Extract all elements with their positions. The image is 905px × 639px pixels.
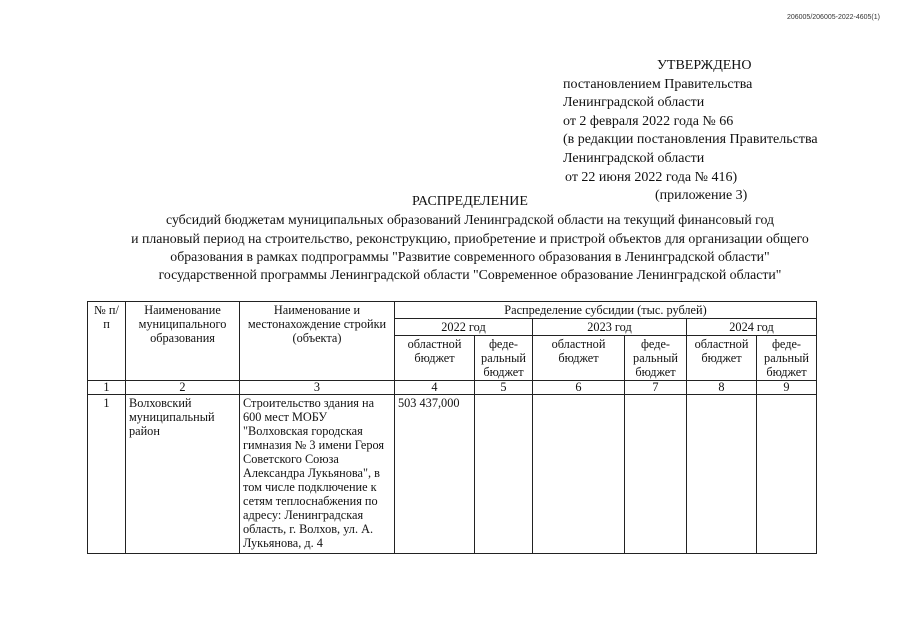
row-value — [533, 395, 625, 554]
column-number-row — [88, 381, 817, 395]
header-federal-budget: феде- ральный бюджет — [475, 336, 533, 381]
approval-line: Ленинградской области — [563, 150, 705, 166]
column-number: 7 — [625, 381, 687, 395]
document-number: 206005/206005-2022-4605(1) — [786, 14, 880, 21]
row-object: Строительство здания на 600 мест МОБУ "Волховская городская гимназия № 3 имени Героя Советского Союза Александра Лукьянова", в том числе подключение к сетям теплоснабжения по адресу: Ленинградская область, г. Волхов, ул. А. Лукьянова, д. 4 — [240, 395, 395, 554]
row-value — [687, 395, 757, 554]
header-regional-budget: областной бюджет — [687, 336, 757, 381]
table-row — [88, 395, 817, 554]
approval-line: постановлением Правительства — [563, 76, 753, 92]
column-number: 3 — [240, 381, 395, 395]
heading-title: РАСПРЕДЕЛЕНИЕ — [412, 194, 528, 209]
column-number: 8 — [687, 381, 757, 395]
row-value — [475, 395, 533, 554]
column-number: 5 — [475, 381, 533, 395]
header-regional-budget: областной бюджет — [395, 336, 475, 381]
header-regional-budget: областной бюджет — [533, 336, 625, 381]
header-federal-budget: феде- ральный бюджет — [757, 336, 817, 381]
approval-line: Ленинградской области — [563, 95, 705, 111]
approval-block — [563, 57, 893, 206]
column-number: 4 — [395, 381, 475, 395]
approval-line: (в редакции постановления Правительства — [563, 132, 818, 148]
row-value: 503 437,000 — [395, 395, 475, 554]
approval-line: от 2 февраля 2022 года № 66 — [563, 113, 734, 129]
header-num: № п/п — [88, 302, 126, 381]
annex-label: (приложение 3) — [655, 188, 748, 204]
row-municipality: Волховский муниципальный район — [126, 395, 240, 554]
header-year: 2022 год — [395, 319, 533, 336]
header-year: 2024 год — [687, 319, 817, 336]
column-number: 9 — [757, 381, 817, 395]
header-object: Наименование и местонахождение стройки (объекта) — [240, 302, 395, 381]
header-year: 2023 год — [533, 319, 687, 336]
row-num: 1 — [88, 395, 126, 554]
header-municipality: Наименование муниципального образования — [126, 302, 240, 381]
header-distribution: Распределение субсидии (тыс. рублей) — [395, 302, 817, 319]
column-number: 6 — [533, 381, 625, 395]
row-value — [625, 395, 687, 554]
column-number: 2 — [126, 381, 240, 395]
heading-line: государственной программы Ленинградской области "Современное образование Ленинградской области" — [158, 267, 782, 283]
column-number: 1 — [88, 381, 126, 395]
approval-title: УТВЕРЖДЕНО — [657, 58, 752, 73]
heading-line: образования в рамках подпрограммы "Развитие современного образования в Ленинградской области" — [170, 248, 770, 264]
heading-line: субсидий бюджетам муниципальных образований Ленинградской области на текущий финансовый год — [166, 212, 774, 228]
header-federal-budget: феде- ральный бюджет — [625, 336, 687, 381]
heading-line: и плановый период на строительство, реконструкцию, приобретение и пристрой объектов для организации общего — [131, 230, 809, 246]
subsidy-table — [87, 301, 817, 554]
document-heading — [60, 193, 880, 284]
row-value — [757, 395, 817, 554]
approval-line: от 22 июня 2022 года № 416) — [565, 169, 738, 185]
